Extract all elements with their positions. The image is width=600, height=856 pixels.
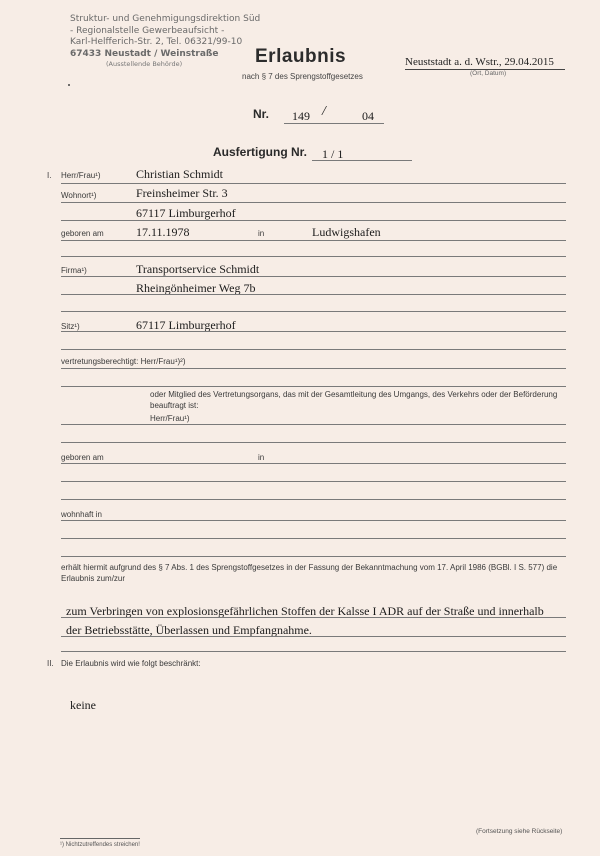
sitz-value: 67117 Limburgerhof <box>136 318 236 332</box>
rule <box>61 368 566 369</box>
rule <box>61 220 566 221</box>
born-place: Ludwigshafen <box>312 225 381 239</box>
issuing-authority-stamp <box>70 14 261 68</box>
copy-value: 1 / 1 <box>322 147 344 161</box>
rule <box>61 520 566 521</box>
holder-name: Christian Schmidt <box>136 167 223 181</box>
firma-label: Firma¹) <box>61 266 87 275</box>
place-date: Neuststadt a. d. Wstr., 29.04.2015 <box>405 56 554 68</box>
born2-label: geboren am <box>61 453 104 462</box>
section-1-roman: I. <box>47 171 52 180</box>
copy-label: Ausfertigung Nr. <box>213 145 308 159</box>
rule <box>61 386 566 387</box>
document-subtitle: nach § 7 des Sprengstoffgesetzes <box>242 72 363 81</box>
rule <box>61 636 566 637</box>
number-label: Nr. <box>253 107 270 121</box>
document-title: Erlaubnis <box>255 46 347 67</box>
section-2-roman: II. <box>47 659 54 668</box>
rule <box>61 294 566 295</box>
continued-note: (Fortsetzung siehe Rückseite) <box>476 828 563 835</box>
rule <box>61 442 566 443</box>
number-value: 149 <box>292 109 310 123</box>
place-date-caption: (Ort, Datum) <box>470 70 507 77</box>
mark-dot <box>68 84 70 86</box>
authority-line-4: 67433 Neustadt / Weinstraße <box>70 48 219 59</box>
rule <box>61 183 566 184</box>
firma-name: Transportservice Schmidt <box>136 262 260 276</box>
number-separator: / <box>322 104 326 119</box>
rule <box>61 481 566 482</box>
rule <box>61 276 566 277</box>
authority-line-2: - Regionalstelle Gewerbeaufsicht - <box>70 25 225 36</box>
rule <box>61 499 566 500</box>
grant-text: erhält hiermit aufgrund des § 7 Abs. 1 des Sprengstoffgesetzes in der Fassung der Bekanntmachung vom 17. April 1986 (BGBl. I S. 577) die Erlaubnis zum/zur <box>61 563 558 583</box>
number-rule <box>284 123 384 124</box>
purpose-line-2: der Betriebsstätte, Überlassen und Empfangnahme. <box>66 623 312 637</box>
authority-caption: (Ausstellende Behörde) <box>106 60 183 68</box>
footnote: ¹) Nichtzutreffendes streichen! <box>60 842 140 848</box>
vertretung-label: vertretungsberechtigt: Herr/Frau¹)²) <box>61 357 186 366</box>
herr-label: Herr/Frau¹) <box>61 171 101 180</box>
restriction-label: Die Erlaubnis wird wie folgt beschränkt: <box>61 659 201 668</box>
mitglied-text: oder Mitglied des Vertretungsorgans, das mit der Gesamtleitung des Umgangs, des Verkehrs oder der Beförderung beauftragt ist: <box>150 390 558 410</box>
rule <box>61 651 566 652</box>
wohnhaft-label: wohnhaft in <box>61 510 102 519</box>
rule <box>61 556 566 557</box>
in-label: in <box>258 229 265 238</box>
rule <box>61 617 566 618</box>
rule <box>61 311 566 312</box>
firma-street: Rheingönheimer Weg 7b <box>136 281 256 295</box>
rule <box>61 240 566 241</box>
rule <box>61 256 566 257</box>
rule <box>61 463 566 464</box>
copy-rule <box>312 160 412 161</box>
born-label: geboren am <box>61 229 104 238</box>
restriction-value: keine <box>70 698 96 712</box>
wohnort-label: Wohnort¹) <box>61 191 97 200</box>
rule <box>61 202 566 203</box>
authority-line-3: Karl-Helfferich-Str. 2, Tel. 06321/99-10 <box>70 37 243 47</box>
born-date: 17.11.1978 <box>136 225 190 239</box>
in2-label: in <box>258 453 265 462</box>
footnote-rule <box>60 838 140 839</box>
holder-city: 67117 Limburgerhof <box>136 206 236 220</box>
number-suffix: 04 <box>362 109 374 123</box>
purpose-line-1: zum Verbringen von explosionsgefährlichen Stoffen der Kalsse I ADR auf der Straße und innerhalb <box>66 604 544 618</box>
sitz-label: Sitz¹) <box>61 322 80 331</box>
holder-street: Freinsheimer Str. 3 <box>136 186 228 200</box>
rule <box>61 331 566 332</box>
rule <box>61 538 566 539</box>
rule <box>61 424 566 425</box>
herr2-label: Herr/Frau¹) <box>150 414 190 423</box>
authority-line-1: Struktur- und Genehmigungsdirektion Süd <box>70 14 261 24</box>
rule <box>61 349 566 350</box>
